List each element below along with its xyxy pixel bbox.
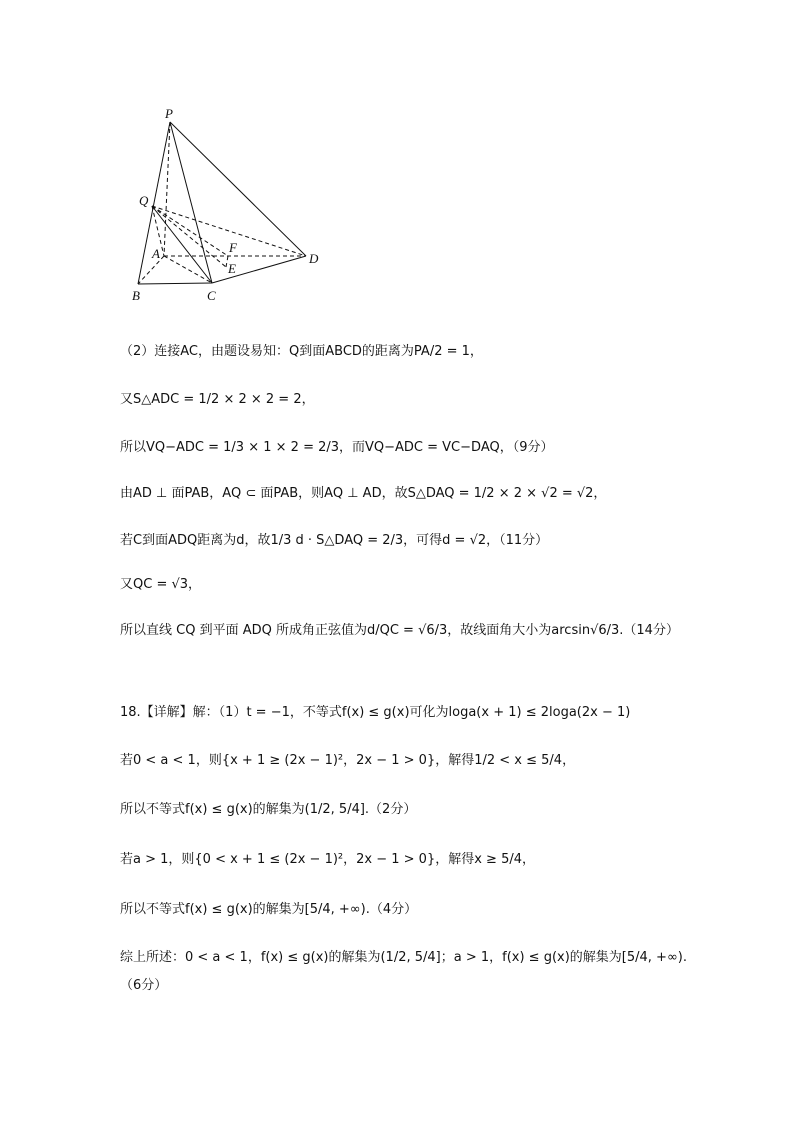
edge-BC <box>138 283 212 284</box>
text-line-5: 若C到面ADQ距离为d，故1/3 d · S△DAQ = 2/3，可得d = √2，（11分） <box>120 533 549 548</box>
edge-QE <box>152 206 226 267</box>
text-line-7: 所以直线 CQ 到平面 ADQ 所成角正弦值为d/QC = √6/3，故线面角大小为arcsin√6/3.（14分） <box>120 623 679 638</box>
pyramid-figure <box>118 100 338 310</box>
text-line-14: （6分） <box>120 978 168 993</box>
label-B: B <box>132 288 140 303</box>
text-line-13: 综上所述：0 < a < 1，f(x) ≤ g(x)的解集为(1/2, 5/4]；a > 1，f(x) ≤ g(x)的解集为[5/4, +∞). <box>120 950 687 965</box>
text-line-4: 由AD ⊥ 面PAB，AQ ⊂ 面PAB，则AQ ⊥ AD，故S△DAQ = 1/2 × 2 × √2 = √2， <box>120 486 607 501</box>
label-D: D <box>309 251 319 266</box>
text-line-12: 所以不等式f(x) ≤ g(x)的解集为[5/4, +∞).（4分） <box>120 902 418 917</box>
edge-PA <box>164 122 170 256</box>
edge-PD <box>170 122 306 256</box>
label-A: A <box>152 246 160 261</box>
text-line-6: 又QC = √3， <box>120 577 202 592</box>
pyramid-diagram <box>118 100 338 310</box>
label-F: F <box>229 240 237 255</box>
edge-AB <box>138 256 164 284</box>
label-C: C <box>207 288 216 303</box>
label-Q: Q <box>139 193 149 208</box>
label-P: P <box>165 106 173 121</box>
text-line-1: （2）连接AC，由题设易知：Q到面ABCD的距离为PA/2 = 1， <box>120 344 483 359</box>
text-line-9: 若0 < a < 1，则{x + 1 ≥ (2x − 1)²，2x − 1 > 0}，解得1/2 < x ≤ 5/4， <box>120 753 576 768</box>
edge-AC <box>164 256 212 283</box>
text-line-11: 若a > 1，则{0 < x + 1 ≤ (2x − 1)²，2x − 1 > 0}，解得x ≥ 5/4， <box>120 852 535 867</box>
edge-QC <box>152 206 212 283</box>
edge-PC <box>170 122 212 283</box>
edge-QF <box>152 206 228 256</box>
text-line-10: 所以不等式f(x) ≤ g(x)的解集为(1/2, 5/4].（2分） <box>120 802 417 817</box>
edge-CD <box>212 256 306 283</box>
label-E: E <box>228 261 236 276</box>
text-line-3: 所以VQ−ADC = 1/3 × 1 × 2 = 2/3，而VQ−ADC = VC−DAQ，（9分） <box>120 440 554 455</box>
text-line-2: 又S△ADC = 1/2 × 2 × 2 = 2， <box>120 392 315 407</box>
text-line-8: 18.【详解】解：（1）t = −1，不等式f(x) ≤ g(x)可化为loga(x + 1) ≤ 2loga(2x − 1) <box>120 705 631 720</box>
